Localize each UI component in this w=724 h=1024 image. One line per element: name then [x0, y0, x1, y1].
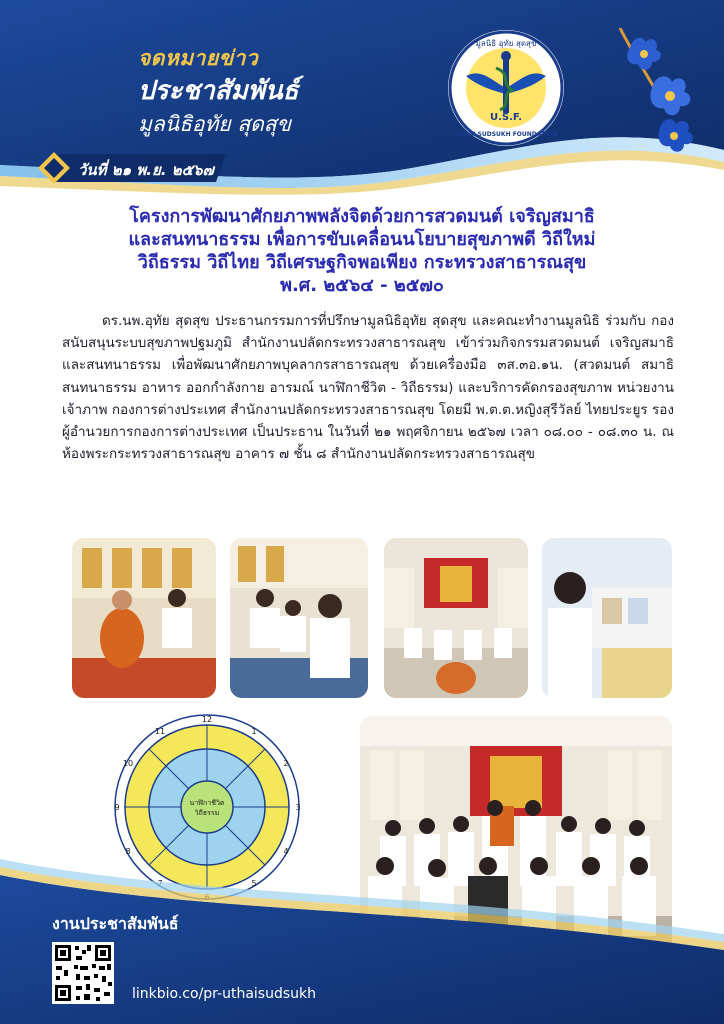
- photo-meditation-group: [230, 538, 368, 698]
- clock-number: 2: [283, 759, 289, 768]
- header-banner: [0, 0, 724, 195]
- photo-shrine-room: [384, 538, 528, 698]
- clock-number: 10: [122, 759, 134, 768]
- title-line: วิถีธรรม วิถีไทย วิถีเศรษฐกิจพอเพียง กระทรวงสาธารณสุข: [137, 252, 587, 273]
- news-title: [40, 205, 684, 297]
- clock-number: 5: [251, 879, 257, 888]
- clock-number: 1: [251, 727, 257, 736]
- title-line: และสนทนาธรรม เพื่อการขับเคลื่อนนโยบายสุขภาพดี วิถีใหม่: [128, 229, 596, 250]
- clock-number: 8: [125, 847, 131, 856]
- foundation-logo: [446, 28, 566, 148]
- clock-number: 11: [154, 727, 166, 736]
- svg-text:U.S.F.: U.S.F.: [489, 112, 523, 123]
- clock-number: 9: [114, 803, 120, 812]
- photo-monk-ceremony: [72, 538, 216, 698]
- title-line: พ.ศ. ๒๕๖๔ - ๒๕๗๐: [280, 275, 444, 296]
- header-newsletter-label: จดหมายข่าว: [138, 46, 259, 70]
- orchid-decoration: [590, 28, 710, 178]
- qr-code[interactable]: [52, 942, 114, 1004]
- date-text: วันที่ ๒๑ พ.ย. ๒๕๖๗: [78, 161, 214, 179]
- clock-center-label: นาฬิกาชีวิต: [189, 799, 225, 807]
- clock-center-sublabel: วิถีธรรม: [194, 809, 220, 817]
- news-body: ดร.นพ.อุทัย สุดสุข ประธานกรรมการที่ปรึกษามูลนิธิอุทัย สุดสุข และคณะทำงานมูลนิธิ ร่วมกับ กองสนับสนุนระบบสุขภาพปฐมภูมิ สำนักงานปลัดกระทรวงสาธารณสุข เข้าร่วมกิจกรรมสวดมนต์ เจริญสมาธิ และสนทนาธรรม เพื่อพัฒนาศักยภาพบุคลากรสาธารณสุข ด้วยเครื่องมือ ๓ส.๓อ.๑น. (สวดมนต์ สมาธิ สนทนาธรรม อาหาร ออกกำลังกาย อารมณ์ นาฬิกาชีวิต - วิถีธรรม) และบริการคัดกรองสุขภาพ หน่วยงานเจ้าภาพ กองการต่างประเทศ สำนักงานปลัดกระทรวงสาธารณสุข โดยมี พ.ต.ต.หญิงสุรีวัลย์ ไทยประยูร รองผู้อำนวยการกองการต่างประเทศ เป็นประธาน ในวันที่ ๒๑ พฤศจิกายน ๒๕๖๗ เวลา ๐๘.๐๐ - ๐๘.๓๐ น. ณ ห้องพระกระทรวงสาธารณสุข อาคาร ๗ ชั้น ๘ สำนักงานปลัดกระทรวงสาธารณสุข: [62, 313, 674, 463]
- svg-text:UTHAI SUDSUKH FOUNDATION: UTHAI SUDSUKH FOUNDATION: [454, 131, 558, 138]
- header-pr-label: ประชาสัมพันธ์: [138, 76, 299, 106]
- footer-department-label: งานประชาสัมพันธ์: [52, 914, 179, 933]
- svg-text:มูลนิธิ อุทัย สุดสุข: มูลนิธิ อุทัย สุดสุข: [475, 39, 537, 48]
- clock-number: 12: [201, 715, 213, 724]
- clock-number: 4: [283, 847, 289, 856]
- photo-health-screening: [542, 538, 672, 698]
- footer-link[interactable]: linkbio.co/pr-uthaisudsukh: [132, 986, 316, 1002]
- title-line: โครงการพัฒนาศักยภาพพลังจิตด้วยการสวดมนต์ เจริญสมาธิ: [129, 206, 595, 227]
- header-foundation-name: มูลนิธิอุทัย สุดสุข: [138, 112, 291, 136]
- clock-number: 3: [295, 803, 301, 812]
